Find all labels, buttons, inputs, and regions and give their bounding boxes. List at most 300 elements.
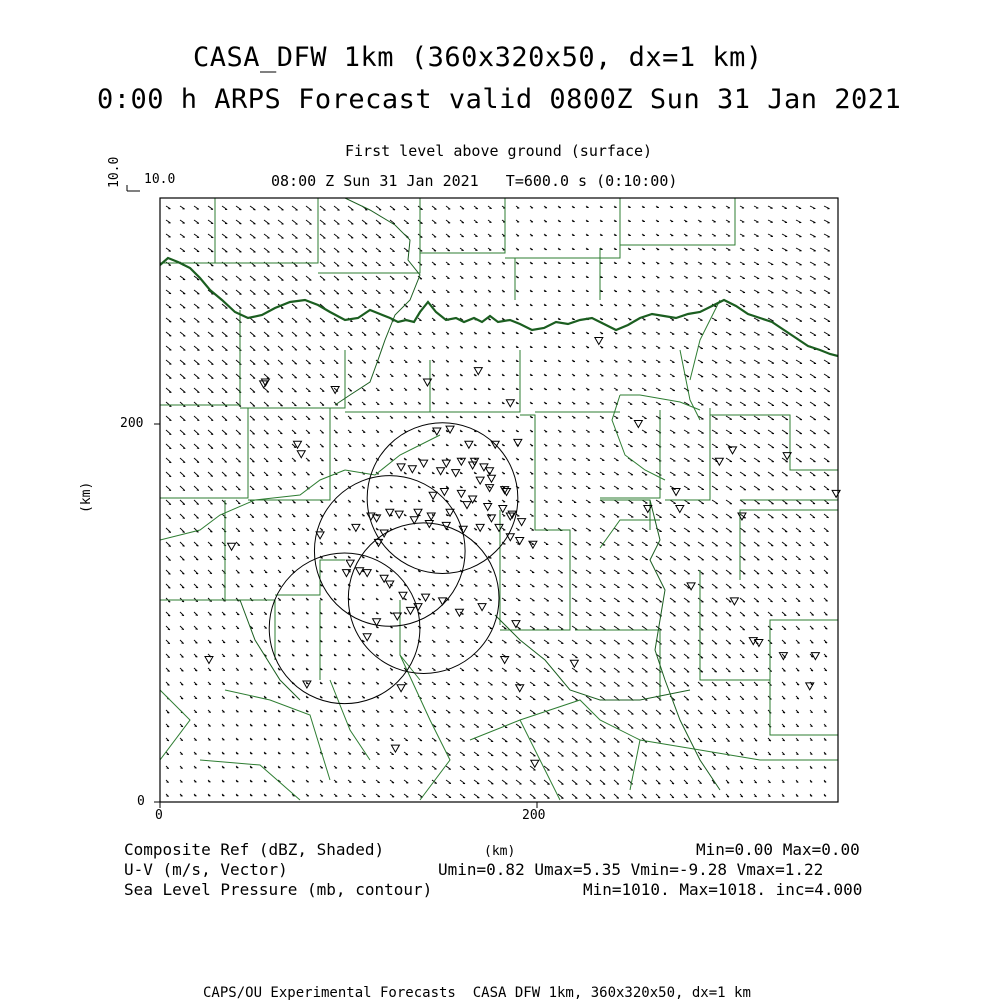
wind-vector <box>782 402 788 406</box>
wind-vector <box>264 332 269 336</box>
station-marker <box>316 532 324 539</box>
wind-vector <box>810 276 816 279</box>
wind-vector <box>530 794 536 798</box>
radar-range-ring-2 <box>314 476 465 627</box>
wind-vector-head <box>195 726 197 727</box>
wind-vector <box>166 416 171 421</box>
station-marker <box>457 490 465 497</box>
wind-vector <box>740 500 746 504</box>
wind-vector <box>796 500 801 504</box>
wind-vector <box>824 416 830 420</box>
wind-vector-head <box>686 769 688 770</box>
wind-vector-head <box>825 642 827 643</box>
wind-vector <box>278 318 283 322</box>
wind-vector-head <box>252 531 254 532</box>
wind-vector-head <box>183 434 185 435</box>
wind-vector <box>712 654 717 658</box>
wind-vector <box>670 514 676 518</box>
wind-vector <box>236 346 241 351</box>
wind-vector-head <box>252 489 254 490</box>
wind-vector-head <box>252 475 254 476</box>
wind-vector-head <box>197 476 199 477</box>
wind-vector-head <box>180 796 182 797</box>
wind-vector <box>502 752 507 756</box>
station-marker <box>386 509 394 516</box>
wind-vector <box>236 416 241 420</box>
wind-vector <box>712 430 718 433</box>
wind-vector <box>222 332 227 337</box>
wind-vector-head <box>209 698 211 699</box>
station-marker <box>425 521 433 528</box>
wind-vector-head <box>169 490 171 491</box>
wind-vector <box>292 318 297 322</box>
wind-vector <box>726 570 732 574</box>
wind-vector <box>628 556 634 560</box>
wind-vector <box>670 528 676 532</box>
wind-vector-head <box>197 518 199 519</box>
wind-vector-head <box>182 629 184 630</box>
wind-vector-head <box>183 378 185 379</box>
wind-vector <box>754 556 759 560</box>
station-marker <box>506 534 514 541</box>
wind-vector <box>810 416 816 420</box>
wind-vector <box>600 794 605 798</box>
station-marker <box>476 477 484 484</box>
wind-vector <box>348 234 353 238</box>
wind-vector-head <box>225 448 227 449</box>
wind-vector <box>180 304 185 308</box>
wind-vector <box>656 710 661 714</box>
wind-vector <box>572 766 577 770</box>
wind-vector <box>236 318 241 323</box>
wind-vector <box>166 332 171 336</box>
wind-vector-head <box>727 783 729 784</box>
wind-vector <box>740 612 745 616</box>
wind-vector-head <box>741 741 743 742</box>
wind-vector <box>208 318 213 322</box>
wind-vector <box>824 458 829 462</box>
station-marker <box>331 387 339 394</box>
wind-vector-head <box>211 392 213 393</box>
wind-vector-head <box>225 406 227 407</box>
legend-reflectivity-stats: Min=0.00 Max=0.00 <box>696 842 860 858</box>
wind-vector <box>768 290 773 293</box>
wind-vector-head <box>253 420 255 421</box>
wind-vector <box>824 472 829 476</box>
wind-vector-head <box>168 615 170 616</box>
wind-vector <box>292 290 297 294</box>
wind-vector-head <box>309 322 311 323</box>
wind-vector <box>712 528 718 532</box>
wind-vector <box>278 346 283 350</box>
wind-vector-head <box>644 784 646 785</box>
wind-vector <box>572 696 578 700</box>
wind-vector-head <box>238 489 240 490</box>
wind-vector <box>614 640 620 644</box>
wind-vector-head <box>252 545 254 546</box>
wind-vector <box>656 514 662 518</box>
wind-vector <box>572 724 578 728</box>
wind-vector <box>726 500 732 504</box>
wind-vector-head <box>195 684 197 685</box>
station-marker <box>506 400 514 407</box>
wind-vector-head <box>195 643 197 644</box>
wind-vector <box>292 276 297 280</box>
wind-vector <box>278 234 284 238</box>
wind-vector <box>250 304 255 308</box>
wind-vector <box>180 430 185 435</box>
wind-vector <box>180 290 185 294</box>
wind-vector-head <box>211 448 213 449</box>
wind-vector-head <box>183 532 185 533</box>
wind-vector <box>782 388 788 392</box>
wind-vector-head <box>784 629 786 630</box>
wind-vector <box>656 500 662 503</box>
wind-vector <box>796 248 802 251</box>
title-line-2: 0:00 h ARPS Forecast valid 0800Z Sun 31 Jan 2021 <box>97 86 901 113</box>
wind-vector <box>712 584 718 588</box>
wind-vector <box>712 514 718 518</box>
wind-vector-head <box>223 642 225 643</box>
wind-vector <box>250 332 255 337</box>
wind-vector <box>166 346 171 350</box>
wind-vector <box>754 542 759 546</box>
wind-vector-head <box>210 504 212 505</box>
wind-vector <box>362 234 367 238</box>
wind-vector-head <box>182 601 184 602</box>
wind-vector <box>754 528 760 532</box>
wind-vector-head <box>336 335 338 336</box>
wind-vector-head <box>211 350 213 351</box>
wind-vector <box>544 696 549 700</box>
wind-vector <box>236 360 241 365</box>
wind-vector <box>642 542 648 546</box>
wind-vector <box>670 584 676 588</box>
wind-vector <box>166 444 171 449</box>
wind-vector <box>614 612 620 616</box>
wind-vector-head <box>223 615 225 616</box>
wind-vector-head <box>742 643 744 644</box>
wind-vector <box>768 486 774 490</box>
wind-vector <box>754 584 759 588</box>
wind-vector-head <box>659 742 661 743</box>
wind-vector-head <box>278 656 280 657</box>
wind-vector-head <box>784 643 786 644</box>
wind-vector-head <box>167 726 169 727</box>
station-marker <box>486 485 494 492</box>
wind-vector <box>306 206 312 210</box>
station-marker <box>487 475 495 482</box>
wind-vector <box>768 444 774 448</box>
wind-vector-head <box>266 461 268 462</box>
station-marker <box>363 634 371 641</box>
wind-vector-head <box>784 615 786 616</box>
wind-vector <box>810 234 816 237</box>
wind-vector <box>796 318 802 321</box>
wind-vector <box>600 556 605 559</box>
wind-vector <box>306 346 311 350</box>
wind-vector <box>278 248 284 252</box>
wind-vector-head <box>280 419 282 420</box>
wind-vector <box>166 542 171 546</box>
wind-vector-head <box>645 742 647 743</box>
wind-vector <box>236 248 241 252</box>
wind-vector-head <box>238 531 240 532</box>
station-marker <box>420 460 428 467</box>
wind-vector <box>320 276 325 280</box>
wind-vector <box>166 304 171 308</box>
station-marker <box>395 511 403 518</box>
wind-vector-head <box>253 322 255 323</box>
wind-vector-head <box>197 448 199 449</box>
wind-vector <box>222 318 227 322</box>
wind-vector <box>194 430 199 435</box>
wind-vector-head <box>321 530 323 531</box>
wind-vector <box>208 360 213 365</box>
wind-vector-head <box>211 420 213 421</box>
wind-vector-head <box>603 770 605 771</box>
wind-vector <box>208 458 213 462</box>
wind-vector <box>236 206 241 210</box>
wind-vector <box>600 710 606 714</box>
wind-vector-head <box>238 476 240 477</box>
wind-vector-head <box>265 572 267 573</box>
wind-vector <box>516 752 521 756</box>
wind-vector-head <box>267 420 269 421</box>
wind-vector <box>292 234 298 238</box>
wind-vector <box>740 472 746 476</box>
wind-vector <box>278 360 283 364</box>
wind-vector <box>166 374 171 378</box>
wind-vector-head <box>266 517 268 518</box>
wind-vector-head <box>194 768 196 769</box>
wind-vector <box>726 542 732 546</box>
wind-vector <box>264 234 270 238</box>
wind-vector <box>334 206 340 210</box>
wind-vector <box>502 766 507 770</box>
wind-vector <box>684 598 690 602</box>
wind-vector <box>488 794 493 798</box>
wind-vector-head <box>308 433 310 434</box>
wind-vector <box>530 668 535 672</box>
wind-vector-head <box>295 350 297 351</box>
wind-vector <box>222 402 227 407</box>
wind-vector-head <box>728 741 730 742</box>
wind-vector-head <box>279 572 281 573</box>
wind-vector <box>810 458 816 462</box>
wind-vector <box>740 360 746 363</box>
station-marker <box>474 368 482 375</box>
wind-vector-head <box>783 671 785 672</box>
wind-vector-head <box>279 586 281 587</box>
wind-vector <box>726 556 732 560</box>
station-marker <box>346 560 354 567</box>
wind-vector <box>600 738 605 742</box>
wind-vector-head <box>742 699 744 700</box>
wind-vector <box>614 570 620 574</box>
wind-vector <box>558 696 564 700</box>
wind-vector <box>572 682 578 686</box>
wind-vector-head <box>239 448 241 449</box>
wind-vector-head <box>197 462 199 463</box>
wind-vector-head <box>183 518 185 519</box>
wind-vector <box>600 780 605 784</box>
legend-reflectivity-name: Composite Ref (dBZ, Shaded) <box>124 842 384 858</box>
wind-vector-head <box>168 602 170 603</box>
wind-vector-head <box>209 684 211 685</box>
station-marker <box>452 470 460 477</box>
wind-vector <box>306 332 311 336</box>
wind-vector-head <box>181 671 183 672</box>
wind-vector-head <box>812 587 814 588</box>
wind-vector <box>334 220 339 224</box>
wind-vector <box>208 430 213 435</box>
wind-vector-head <box>686 741 688 742</box>
wind-vector-head <box>307 502 309 503</box>
wind-vector-head <box>728 713 730 714</box>
wind-vector <box>292 374 297 378</box>
wind-vector <box>628 724 633 728</box>
wind-vector <box>782 304 788 307</box>
wind-vector <box>796 290 802 293</box>
wind-vector <box>740 584 745 588</box>
wind-vector <box>222 220 227 224</box>
wind-vector <box>194 332 199 336</box>
wind-vector-head <box>224 490 226 491</box>
wind-vector-head <box>824 712 826 713</box>
wind-vector <box>712 444 718 448</box>
wind-vector <box>166 472 171 477</box>
wind-vector <box>782 486 788 490</box>
station-marker <box>397 464 405 471</box>
wind-vector <box>684 430 689 433</box>
wind-vector <box>628 682 634 686</box>
wind-vector <box>250 234 256 238</box>
wind-vector <box>250 220 255 224</box>
wind-vector <box>334 276 339 280</box>
station-marker <box>427 513 435 520</box>
wind-vector <box>642 570 648 574</box>
wind-vector-head <box>265 642 267 643</box>
wind-vector <box>628 626 634 630</box>
wind-vector <box>754 360 760 363</box>
wind-vector-head <box>603 784 605 785</box>
wind-vector <box>628 612 634 616</box>
wind-vector <box>684 472 690 475</box>
wind-vector <box>698 458 704 462</box>
wind-vector <box>768 472 774 476</box>
wind-vector <box>236 276 241 280</box>
wind-vector <box>726 626 731 630</box>
wind-vector-head <box>281 322 283 323</box>
station-marker <box>352 524 360 531</box>
wind-vector <box>782 500 787 504</box>
wind-vector-head <box>350 349 352 350</box>
wind-vector-head <box>812 601 814 602</box>
wind-vector <box>726 458 732 462</box>
wind-vector-head <box>826 601 828 602</box>
wind-vector-head <box>797 643 799 644</box>
wind-vector <box>180 416 185 421</box>
wind-vector <box>712 556 718 560</box>
wind-vector <box>222 360 227 365</box>
wind-vector-head <box>169 532 171 533</box>
station-marker <box>512 621 520 628</box>
wind-vector <box>670 556 676 560</box>
wind-vector <box>796 332 802 335</box>
station-marker <box>399 592 407 599</box>
station-marker <box>806 683 814 690</box>
wind-vector-head <box>336 419 338 420</box>
wind-vector <box>530 710 535 714</box>
wind-vector-head <box>811 643 813 644</box>
wind-vector-head <box>236 754 238 755</box>
wind-vector <box>670 472 676 475</box>
wind-vector-head <box>644 798 646 799</box>
wind-vector <box>642 766 647 770</box>
station-marker <box>476 524 484 531</box>
station-markers <box>205 337 840 767</box>
wind-vector <box>740 402 746 405</box>
wind-vector <box>572 794 577 798</box>
wind-vector <box>670 542 676 546</box>
wind-vector <box>572 752 578 756</box>
wind-vector <box>656 598 662 602</box>
wind-vector-head <box>182 643 184 644</box>
wind-vector <box>222 388 227 393</box>
wind-vector <box>642 556 648 560</box>
wind-vector <box>292 206 298 210</box>
wind-vector-head <box>294 447 296 448</box>
wind-vector <box>684 500 690 504</box>
wind-vector-head <box>266 434 268 435</box>
wind-vector <box>782 528 787 532</box>
wind-vector-head <box>253 406 255 407</box>
wind-vector <box>278 332 283 336</box>
wind-vector-head <box>672 797 674 798</box>
wind-vector-head <box>222 782 224 783</box>
wind-vector <box>614 752 619 756</box>
wind-vector-head <box>811 657 813 658</box>
wind-vector-head <box>797 671 799 672</box>
wind-vector-head <box>281 350 283 351</box>
wind-vector <box>628 766 633 770</box>
wind-vector <box>334 248 339 252</box>
wind-vector-head <box>239 462 241 463</box>
wind-vector <box>782 346 788 349</box>
station-marker <box>730 598 738 605</box>
wind-vector <box>194 458 199 463</box>
station-marker <box>446 426 454 433</box>
wind-vector <box>334 262 339 266</box>
wind-vector-head <box>741 755 743 756</box>
y-tick-0: 0 <box>137 795 145 808</box>
wind-vector <box>362 248 367 252</box>
station-marker <box>531 760 539 767</box>
wind-vector <box>572 654 578 658</box>
wind-vector <box>236 290 241 294</box>
wind-vector-head <box>770 615 772 616</box>
wind-vector <box>572 780 577 784</box>
wind-vector-head <box>645 728 647 729</box>
wind-vector <box>264 276 270 280</box>
wind-vector-head <box>252 517 254 518</box>
wind-vector <box>796 416 802 420</box>
wind-vector-head <box>169 504 171 505</box>
wind-vector-head <box>196 532 198 533</box>
wind-vector-head <box>714 741 716 742</box>
wind-vector <box>670 626 676 630</box>
